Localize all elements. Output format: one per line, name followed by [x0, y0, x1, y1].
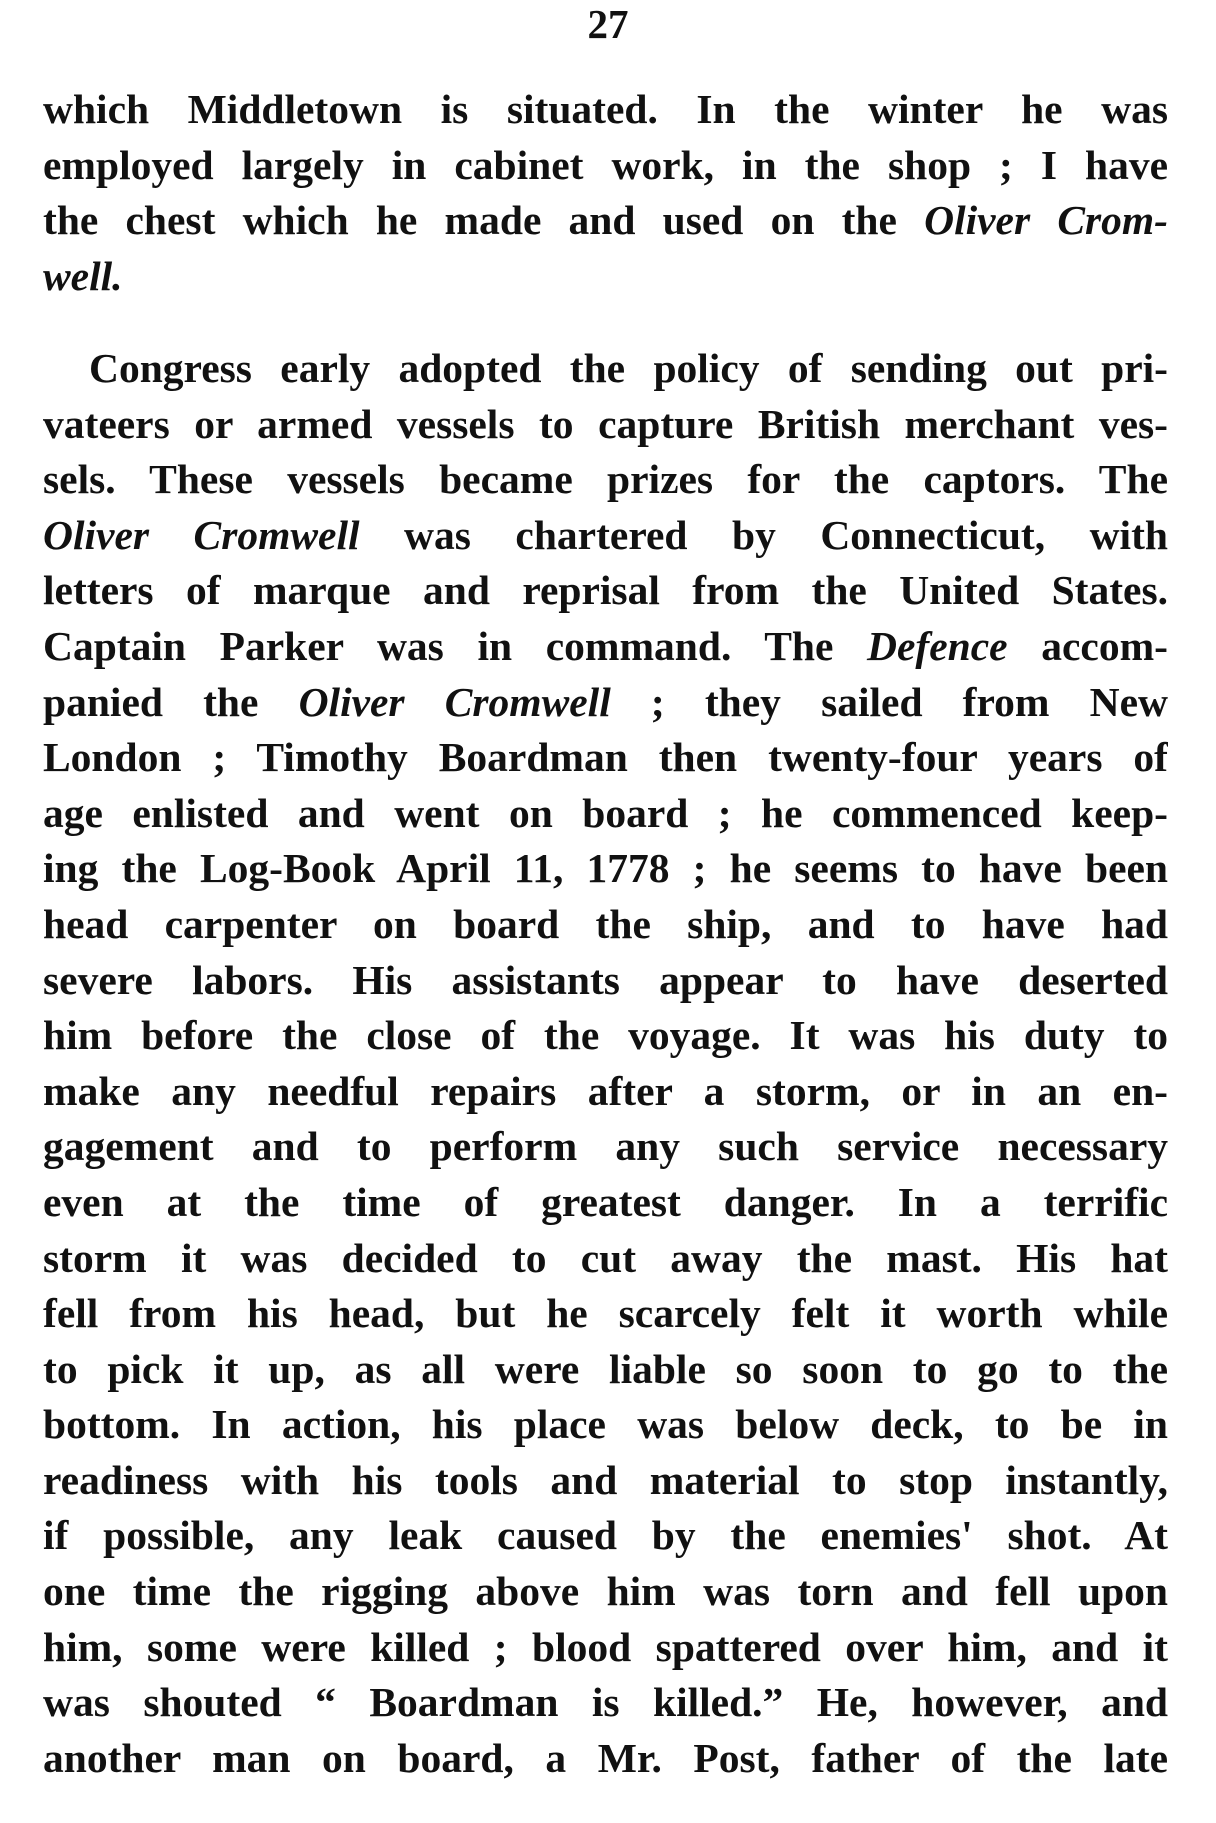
text-line: letters of marque and reprisal from the United States.	[43, 567, 1168, 614]
text-line: readiness with his tools and material to stop instantly,	[43, 1456, 1168, 1503]
text-line: even at the time of greatest danger. In a terrific	[43, 1178, 1168, 1225]
text-line: age enlisted and went on board ; he commenced keep-	[43, 789, 1168, 836]
ship-name: Oliver Cromwell	[43, 511, 360, 558]
paragraph-2	[43, 341, 1168, 1786]
text-line: London ; Timothy Boardman then twenty-four years of	[43, 734, 1168, 781]
text-line: which Middletown is situated. In the winter he was	[43, 86, 1168, 132]
paragraph-1	[43, 82, 1168, 304]
text-line: vateers or armed vessels to capture British merchant ves-	[43, 400, 1168, 447]
text-line: sels. These vessels became prizes for the captors. The	[43, 456, 1168, 503]
text-line: bottom. In action, his place was below deck, to be in	[43, 1401, 1168, 1448]
text-line: make any needful repairs after a storm, or in an en-	[43, 1067, 1168, 1114]
text-line: Oliver Cromwell was chartered by Connecticut, with	[43, 511, 1168, 558]
text-line: one time the rigging above him was torn and fell upon	[43, 1568, 1168, 1615]
text-line: gagement and to perform any such service necessary	[43, 1123, 1168, 1170]
text-line: fell from his head, but he scarcely felt it worth while	[43, 1290, 1168, 1337]
text-line: employed largely in cabinet work, in the shop ; I have	[43, 141, 1168, 188]
text-line: the chest which he made and used on the Oliver Crom-	[43, 197, 1168, 244]
text-line	[43, 249, 1168, 305]
text-line: storm it was decided to cut away the mast. His hat	[43, 1234, 1168, 1281]
text-line: panied the Oliver Cromwell ; they sailed from New	[43, 678, 1168, 725]
text-line: to pick it up, as all were liable so soon to go to the	[43, 1345, 1168, 1392]
text-line: him, some were killed ; blood spattered over him, and it	[43, 1623, 1168, 1670]
text-line: head carpenter on board the ship, and to have had	[43, 900, 1168, 947]
text-line: was shouted “ Boardman is killed.” He, however, and	[43, 1679, 1168, 1726]
ship-name: Defence	[867, 622, 1008, 669]
text-line: another man on board, a Mr. Post, father of the late	[43, 1734, 1168, 1781]
text-line: if possible, any leak caused by the enemies' shot. At	[43, 1512, 1168, 1559]
page-number: 27	[587, 1, 629, 47]
text-line: Congress early adopted the policy of sending out pri-	[89, 345, 1168, 391]
text-line: Captain Parker was in command. The Defence accom-	[43, 622, 1168, 669]
ship-name: well.	[43, 252, 123, 299]
text-line: ing the Log-Book April 11, 1778 ; he seems to have been	[43, 845, 1168, 892]
ship-name: Oliver Cromwell	[298, 678, 611, 725]
text-line: him before the close of the voyage. It was his duty to	[43, 1012, 1168, 1059]
text-line: severe labors. His assistants appear to have deserted	[43, 956, 1168, 1003]
ship-name: Oliver Crom-	[924, 197, 1168, 244]
